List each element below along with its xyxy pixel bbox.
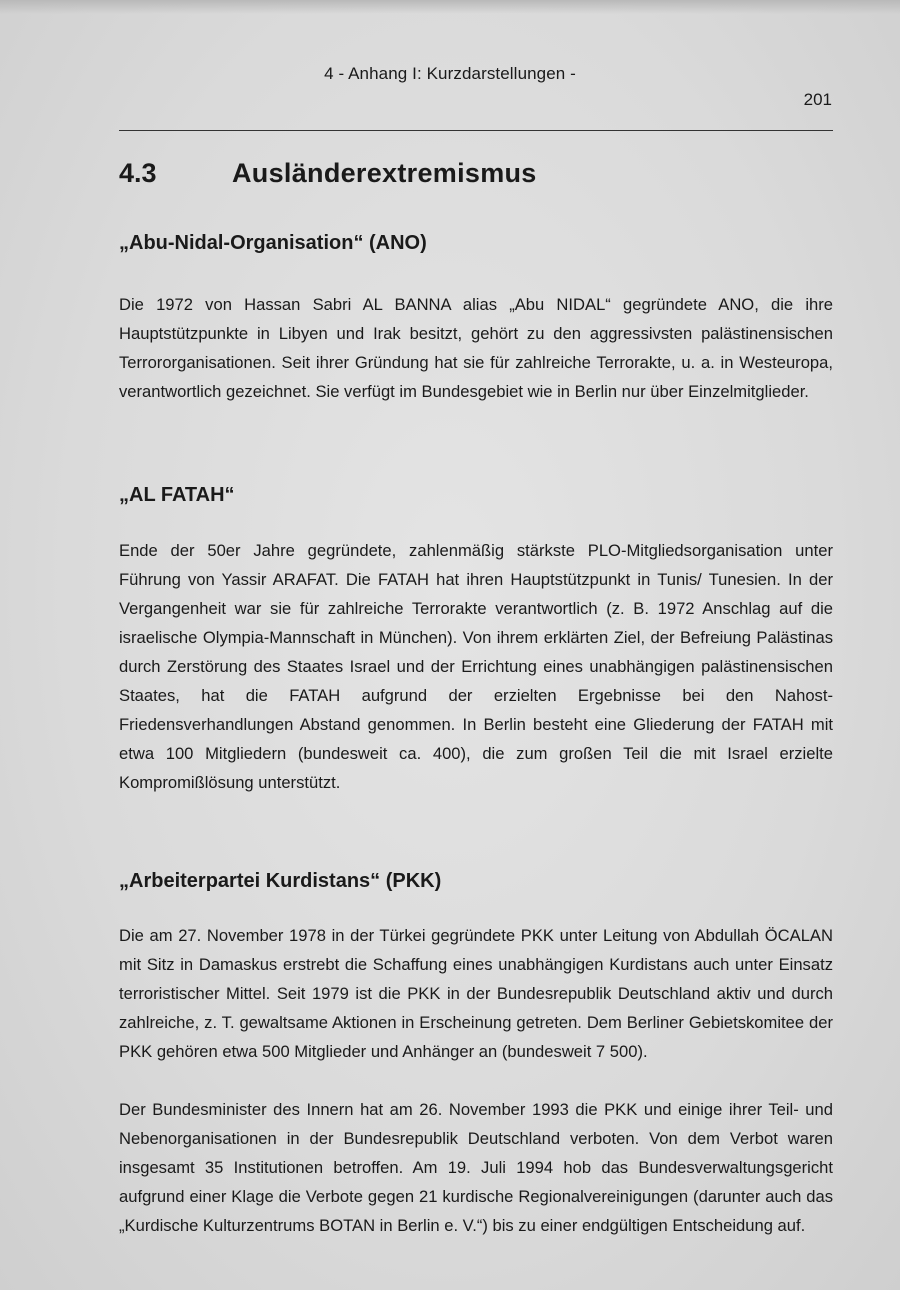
running-header: 4 - Anhang I: Kurzdarstellungen - bbox=[324, 64, 576, 83]
scan-edge-shadow bbox=[0, 0, 900, 14]
subheading-al-fatah: „AL FATAH“ bbox=[119, 484, 235, 506]
page-number: 201 bbox=[803, 90, 832, 109]
section-number: 4.3 bbox=[119, 158, 157, 188]
paragraph-pkk-2: Der Bundesminister des Innern hat am 26. November 1993 die PKK und einige ihrer Teil- und Nebenorganisationen in der Bundesrepublik Deutschland verboten. Von dem Verbot waren insgesamt 35 Institutionen betroffen. Am 19. Juli 1994 hob das Bundesverwaltungsgericht aufgrund einer Klage die Verbote gegen 21 kurdische Regionalvereinigungen (darunter auch das „Kurdische Kulturzentrums BOTAN in Berlin e. V.“) bis zu einer endgültigen Entscheidung auf. bbox=[119, 1100, 833, 1235]
subheading-pkk: „Arbeiterpartei Kurdistans“ (PKK) bbox=[119, 870, 442, 892]
section-title: Ausländerextremismus bbox=[232, 158, 537, 188]
paragraph-ano: Die 1972 von Hassan Sabri AL BANNA alias „Abu NIDAL“ gegründete ANO, die ihre Hauptstützpunkte in Libyen und Irak besitzt, gehört zu den aggressivsten palästinensischen Terrororganisationen. Seit ihrer Gründung hat sie für zahlreiche Terrorakte, u. a. in Westeuropa, verantwortlich gezeichnet. Sie verfügt im Bundesgebiet wie in Berlin nur über Einzelmitglieder. bbox=[119, 295, 833, 401]
header-rule bbox=[119, 130, 833, 131]
paragraph-pkk-1: Die am 27. November 1978 in der Türkei gegründete PKK unter Leitung von Abdullah ÖCALAN mit Sitz in Damaskus erstrebt die Schaffung eines unabhängigen Kurdistans auch unter Einsatz terroristischer Mittel. Seit 1979 ist die PKK in der Bundesrepublik Deutschland aktiv und durch zahlreiche, z. T. gewaltsame Aktionen in Erscheinung getreten. Dem Berliner Gebietskomitee der PKK gehören etwa 500 Mitglieder und Anhänger an (bundesweit 7 500). bbox=[119, 926, 833, 1061]
subheading-ano: „Abu-Nidal-Organisation“ (ANO) bbox=[119, 232, 427, 254]
paragraph-al-fatah: Ende der 50er Jahre gegründete, zahlenmäßig stärkste PLO-Mitgliedsorganisation unter Führung von Yassir ARAFAT. Die FATAH hat ihren Hauptstützpunkt in Tunis/ Tunesien. In der Vergangenheit war sie für zahlreiche Terrorakte verantwortlich (z. B. 1972 Anschlag auf die israelische Olympia-Mannschaft in München). Von ihrem erklärten Ziel, der Befreiung Palästinas durch Zerstörung des Staates Israel und der Errichtung eines unabhängigen palästinensischen Staates, hat die FATAH aufgrund der erzielten Ergebnisse bei den Nahost-Friedensverhandlungen Abstand genommen. In Berlin besteht eine Gliederung der FATAH mit etwa 100 Mitgliedern (bundesweit ca. 400), die zum großen Teil die mit Israel erzielte Kompromißlösung unterstützt. bbox=[119, 541, 833, 792]
